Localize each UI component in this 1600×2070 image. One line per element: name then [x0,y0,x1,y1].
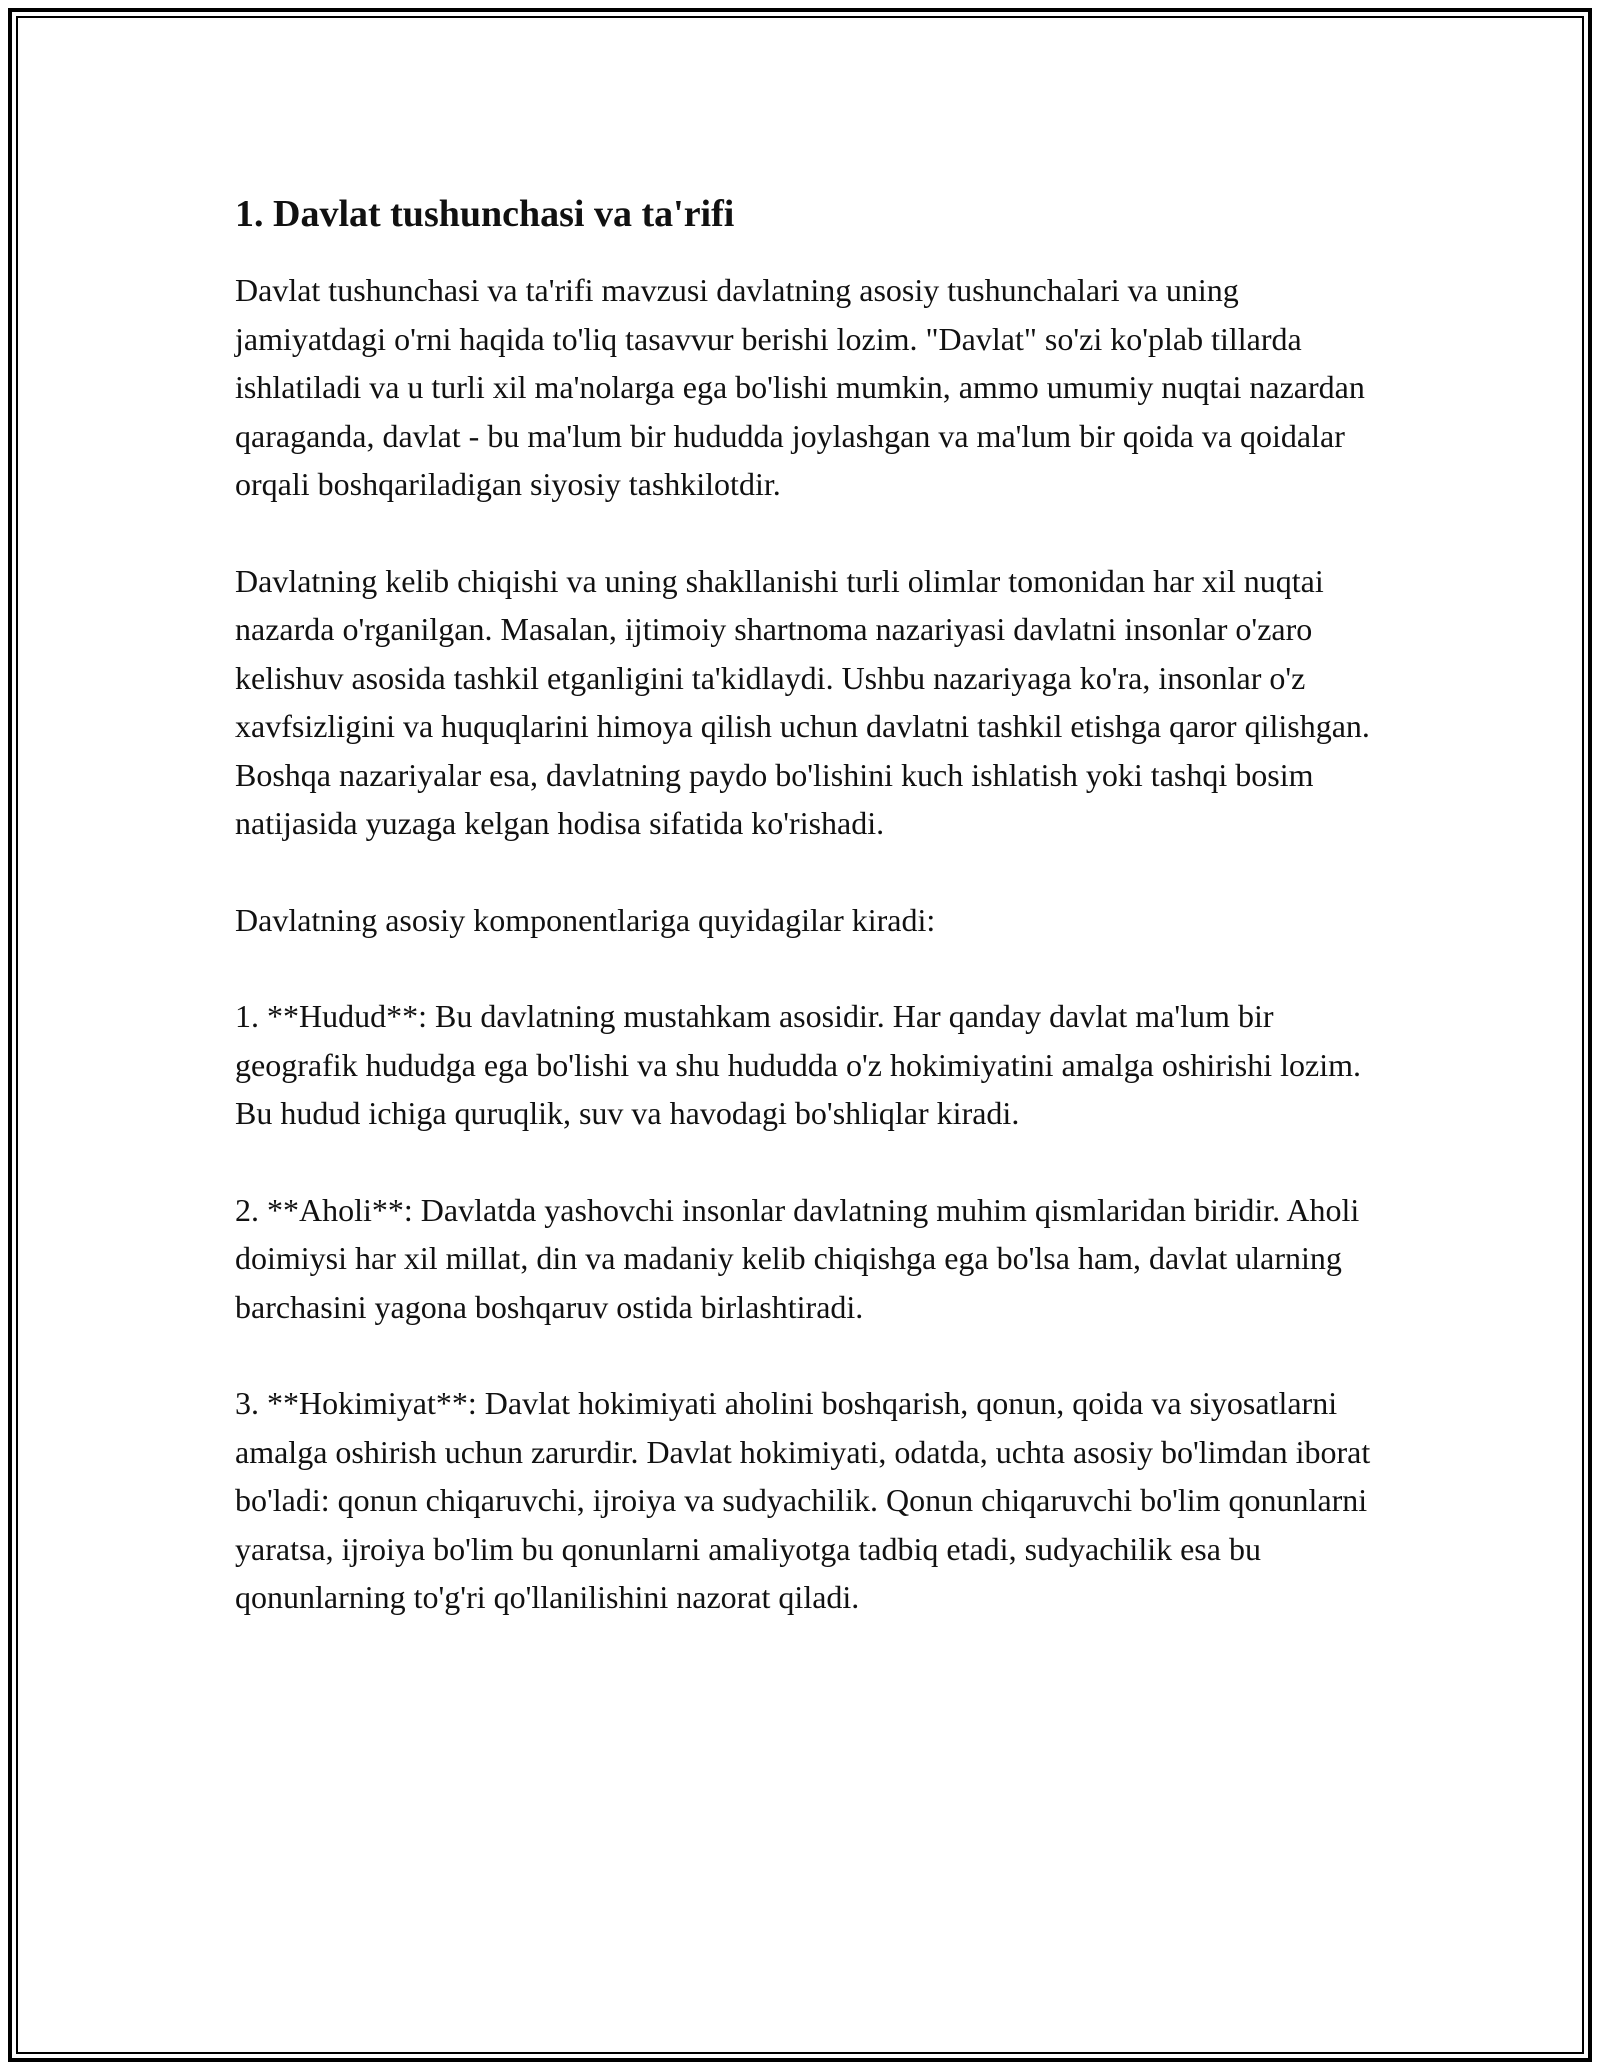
list-item-territory: 1. **Hudud**: Bu davlatning mustahkam asosidir. Har qanday davlat ma'lum bir geografik hududga ega bo'lishi va shu hududda o'z hokimiyatini amalga oshirishi lozim. Bu hudud ichiga quruqlik, suv va havodagi bo'shliqlar kiradi. [235,998,1361,1131]
document-body [235,190,1385,1670]
paragraph-origin: Davlatning kelib chiqishi va uning shakllanishi turli olimlar tomonidan har xil nuqtai nazarda o'rganilgan. Masalan, ijtimoiy shartnoma nazariyasi davlatni insonlar o'zaro kelishuv asosida tashkil etganligini ta'kidlaydi. Ushbu nazariyaga ko'ra, insonlar o'z xavfsizligini va huquqlarini himoya qilish uchun davlatni tashkil etishga qaror qilishgan. Boshqa nazariyalar esa, davlatning paydo bo'lishini kuch ishlatish yoki tashqi bosim natijasida yuzaga kelgan hodisa sifatida ko'rishadi. [235,562,1370,841]
paragraph-components-intro: Davlatning asosiy komponentlariga quyidagilar kiradi: [235,901,936,938]
list-item-population: 2. **Aholi**: Davlatda yashovchi insonlar davlatning muhim qismlaridan biridir. Aholi doimiysi har xil millat, din va madaniy kelib chiqishga ega bo'lsa ham, davlat ularning barchasini yagona boshqaruv ostida birlashtiradi. [235,1191,1360,1325]
list-item-authority: 3. **Hokimiyat**: Davlat hokimiyati aholini boshqarish, qonun, qoida va siyosatlarni amalga oshirish uchun zarurdir. Davlat hokimiyati, odatda, uchta asosiy bo'limdan iborat bo'ladi: qonun chiqaruvchi, ijroiya va sudyachilik. Qonun chiqaruvchi bo'lim qonunlarni yaratsa, ijroiya bo'lim bu qonunlarni amaliyotga tadbiq etadi, sudyachilik esa bu qonunlarning to'g'ri qo'llanilishini nazorat qiladi. [235,1385,1371,1615]
paragraph-definition: Davlat tushunchasi va ta'rifi mavzusi davlatning asosiy tushunchalari va uning jamiyatdagi o'rni haqida to'liq tasavvur berishi lozim. "Davlat" so'zi ko'plab tillarda ishlatiladi va u turli xil ma'nolarga ega bo'lishi mumkin, ammo umumiy nuqtai nazardan qaraganda, davlat - bu ma'lum bir hududda joylashgan va ma'lum bir qoida va qoidalar orqali boshqariladigan siyosiy tashkilotdir. [235,272,1365,502]
section-heading: 1. Davlat tushunchasi va ta'rifi [235,193,735,235]
